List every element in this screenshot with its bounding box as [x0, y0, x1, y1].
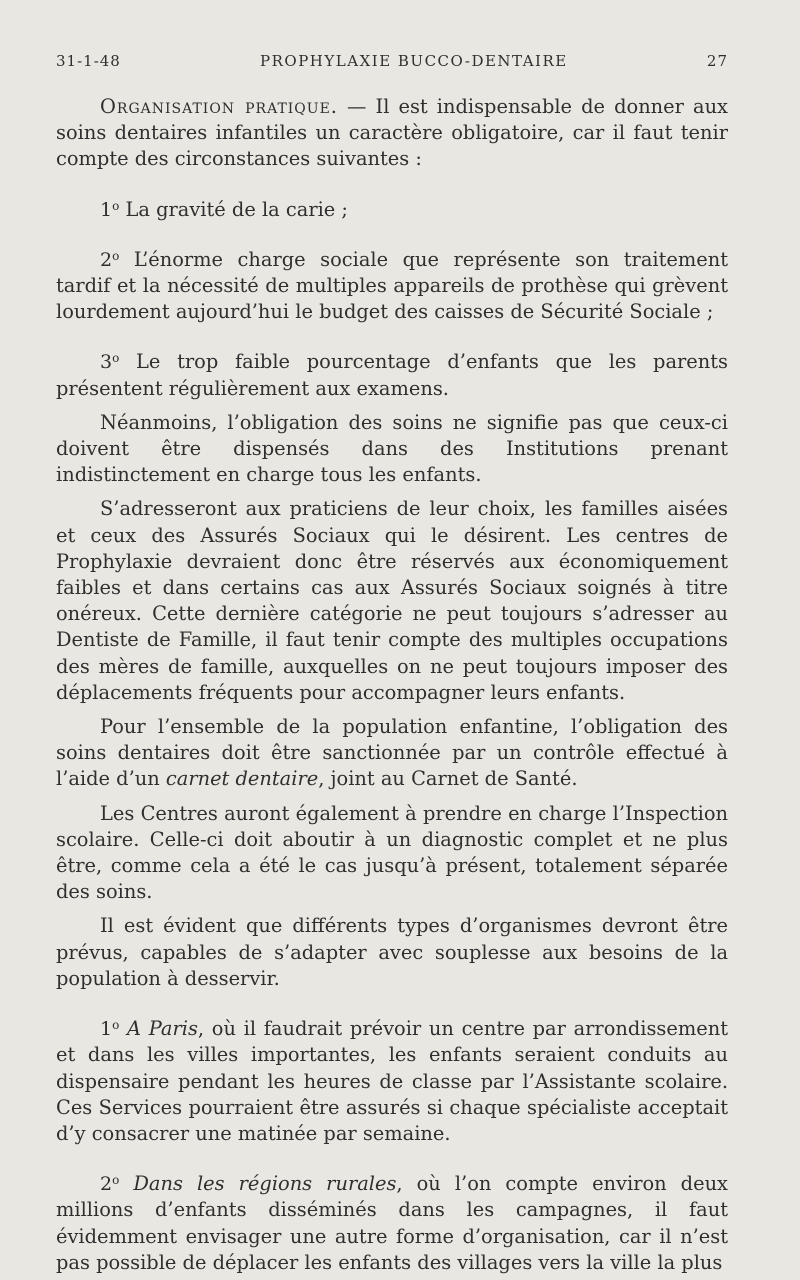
- paragraph-neanmoins: Néanmoins, l’obligation des soins ne signifie pas que ceux-ci doivent être dispensés dans des Institutions prenant indistinctement en charge tous les enfants.: [56, 410, 728, 487]
- ordinal-mark: o: [112, 1018, 120, 1033]
- header-title: PROPHYLAXIE BUCCO-DENTAIRE: [260, 52, 568, 70]
- paragraph-organismes: Il est évident que différents types d’organismes devront être prévus, capables de s’adapter avec souplesse aux besoins de la population à desservir.: [56, 914, 728, 990]
- paragraph-carnet: [56, 714, 728, 793]
- italic-term: carnet dentaire: [165, 767, 319, 791]
- list-item-rural: [56, 1167, 728, 1276]
- list-number: 1: [100, 1018, 113, 1041]
- body-text: [56, 94, 728, 1276]
- ordinal-mark: o: [112, 198, 120, 213]
- list-number: 3: [100, 351, 113, 374]
- ordinal-mark: o: [112, 351, 120, 366]
- list-number: 2: [100, 1173, 113, 1196]
- page-number: 27: [706, 52, 728, 70]
- paragraph-text: Pour l’ensemble de la population enfantine, l’obligation des soins dentaires doit être sanctionnée par un contrôle effectué à l’aide d’un: [56, 715, 728, 791]
- paragraph-organisation: [56, 94, 728, 173]
- paragraph-text: Le trop faible pourcentage d’enfants que les parents présentent régulièrement aux examens.: [56, 350, 728, 400]
- list-item-3: [56, 345, 728, 401]
- list-item-paris: [56, 1012, 728, 1147]
- ordinal-mark: o: [112, 248, 120, 263]
- list-item-2: [56, 243, 728, 326]
- header-date: 31-1-48: [56, 52, 121, 70]
- paragraph-praticiens: S’adresseront aux praticiens de leur choix, les familles aisées et ceux des Assurés Sociaux qui le désirent. Les centres de Prophylaxie devraient donc être réservés aux économiquement faibles et dans certains cas aux Assurés Sociaux soignés à titre onéreux. Cette dernière catégorie ne peut toujours s’adresser au Dentiste de Famille, il faut tenir compte des multiples occupations des mères de famille, auxquelles on ne peut toujours imposer des déplacements fréquents pour accompagner leurs enfants.: [56, 497, 728, 704]
- paragraph-text: , où l’on compte environ deux millions d’enfants disséminés dans les campagnes, il faut évidemment envisager une autre forme d’organisation, car il n’est pas possible de déplacer les enfants des villages vers la ville la plus: [56, 1172, 728, 1274]
- italic-term: Dans les régions rurales: [119, 1172, 397, 1196]
- italic-term: A Paris: [119, 1017, 198, 1041]
- running-header: [56, 52, 728, 70]
- section-heading: Organisation pratique.: [100, 95, 338, 118]
- paragraph-text: , où il faudrait prévoir un centre par arrondissement et dans les villes importantes, les enfants seraient conduits au dispensaire pendant les heures de classe par l’Assistante scolaire. Ces Services pourraient être assurés si chaque spécialiste acceptait d’y consacrer une matinée par semaine.: [56, 1017, 728, 1145]
- list-number: 2: [100, 248, 113, 271]
- list-number: 1: [100, 198, 113, 221]
- ordinal-mark: o: [112, 1173, 120, 1188]
- list-item-1: [56, 193, 728, 223]
- paragraph-text: La gravité de la carie ;: [119, 197, 348, 221]
- paragraph-text: — Il est indispensable de donner aux soins dentaires infantiles un caractère obligatoire, car il faut tenir compte des circonstances suivantes :: [56, 95, 728, 171]
- paragraph-centres: Les Centres auront également à prendre en charge l’Inspection scolaire. Celle-ci doit aboutir à un diagnostic complet et ne plus être, comme cela a été le cas jusqu’à présent, totalement séparée des soins.: [56, 801, 728, 904]
- paragraph-text: , joint au Carnet de Santé.: [318, 767, 578, 791]
- paragraph-text: L’énorme charge sociale que représente son traitement tardif et la nécessité de multiples appareils de prothèse qui grèvent lourdement aujourd’hui le budget des caisses de Sécurité Sociale ;: [56, 247, 728, 324]
